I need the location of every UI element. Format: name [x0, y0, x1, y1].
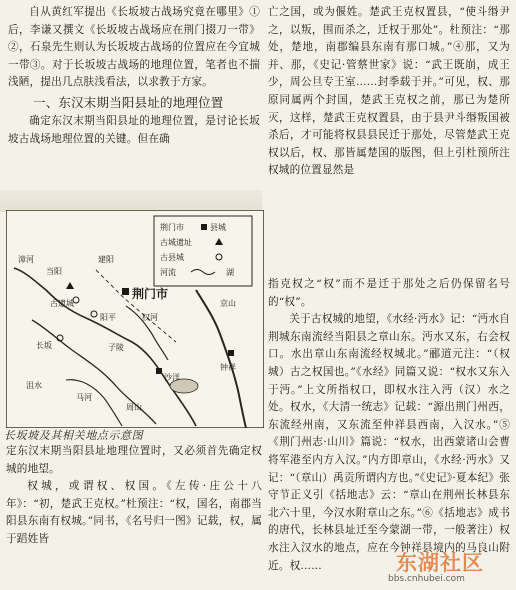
- shayang-symbol: [156, 368, 162, 374]
- label-jushui: 沮水: [26, 381, 42, 390]
- label-quanhe: 权河: [142, 313, 158, 322]
- section-heading: 一、东汉末期当阳县址的地理位置: [33, 94, 224, 110]
- legend-county: 县城: [210, 223, 226, 232]
- label-zhoushan: 周山: [126, 403, 142, 412]
- legend-lake: 湖: [226, 268, 234, 277]
- legend-city-symbol: [201, 224, 207, 230]
- map-figure: [6, 210, 264, 428]
- label-dangyang: 当阳: [46, 267, 62, 276]
- right-column-top: [268, 4, 510, 180]
- label-zhongxiang: 钟祥: [220, 363, 236, 372]
- label-zhanghe: 漳河: [18, 255, 34, 264]
- right-bottom-paragraph-2: 关于古权城的地望，《水经·沔水》记：“沔水自荆城东南流经当阳县之章山东。沔水又东，右会权口。水出章山东南流经权城北。”郦道元注：“（权城）古之权国也。”《水经》同篇又说：“权水又东入于沔。”上文所指权口，即权水注入沔（汉）水之处。权水，《大清一统志》记载：“源出荆门州西，东流经州南，又东流至仲祥县西南，入汉水。”⑤《荆门州志·山川》篇说：“权水，出西蒙诸山会曹将军港至内方入汉。”内方即章山，《水经·沔水》又记：“（章山）禹贡所谓内方也。”《史记》·夏本纪》张守节正义引《括地志》云：“章山在荆州长林县东北六十里，今汉水附章山之东。”⑥《括地志》成书的唐代，长林县址迁至今蒙湖一带，一般著注）权水注入汉水的地点，应在今钟祥县境内的马良山附近。权……: [268, 313, 510, 572]
- map-frame: [6, 210, 264, 428]
- label-mahe: 马河: [76, 393, 92, 402]
- left-bottom-paragraph-1: 定东汉末期当阳县址地理位置时，又必须首先确定权城的地望。: [6, 445, 262, 475]
- legend-jingmen: 荆门市: [160, 223, 184, 232]
- right-column-bottom: [268, 276, 510, 575]
- watermark-logo-text: 东湖社区: [396, 551, 484, 575]
- right-top-paragraph: 亡之国，或为偃姓。楚武王克权置县，“使斗缗尹之，以叛，围而杀之，迁权于那处”。杜预注：“那处，楚地，南郡编县东南有那口城。”④那，又为并、那，《史记·管蔡世家》说：“武王既崩，成王少，周公旦专王室……封季载于并。”可见，权、那原同属两个封国，楚武王克权之前，那已为楚所灭，这样，楚武王克权置县，由于县尹斗缗叛国被杀后，才可能将权县县民迁于那处，尽管楚武王克权以后，权、那皆属楚国的版图，但上引杜预所注权城的位置显然是: [268, 6, 510, 177]
- intro-paragraph: 自从黄红军提出《长坂坡古战场究竟在哪里》①后，李谦又撰文《长坂坡古战场应在荆门掇刀一带》②，石泉先生则认为长坂坡古战场的位置应在今宜城一带③。对于长坂坡古战场的地理位置，笔者也不揣浅陋，提出几点肤浅看法，以求教于方家。: [8, 6, 260, 89]
- label-changban: 长坂: [36, 341, 52, 350]
- page-fold-shadow: [0, 190, 262, 212]
- label-jianyang: 建阳: [98, 255, 114, 264]
- left-bottom-paragraph-2: 权城，或谓权、权国。《左传·庄公十八年》：“初，楚武王克权。”杜预注：“权，国名，南郡当阳县东南有权城。”同书，《名号归一图》记载，权，属于蹈姓皆: [6, 480, 262, 545]
- right-bottom-paragraph-1: 指克权之“权”而不是迁于那处之后仍保留名号的“权”。: [268, 278, 510, 308]
- label-jingshan: 京山: [220, 299, 236, 308]
- label-shayang: 沙洋: [164, 373, 180, 382]
- left-column-bottom: [6, 443, 262, 549]
- label-jingmen: 荆门市: [132, 287, 169, 301]
- legend-rivers: 河流: [160, 268, 176, 277]
- section-paragraph: 确定东汉末期当阳县址的地理位置，是讨论长坂坡古战场地理位置的关键。但在确: [8, 114, 260, 145]
- left-column-intro: [8, 4, 260, 148]
- map-svg: [6, 210, 264, 428]
- watermark-url: bbs.cnhubei.com: [388, 574, 465, 584]
- label-gulicheng: 古遗城: [50, 299, 74, 308]
- jingmen-city-symbol: [122, 288, 129, 295]
- label-ziling: 子陵: [108, 343, 124, 352]
- map-caption: 长坂坡及其相关地点示意图: [4, 429, 144, 442]
- legend-ancient-county: 古县城: [160, 253, 184, 262]
- label-yangping: 阳平: [100, 313, 116, 322]
- legend-ancient-site: 古城遗址: [160, 238, 192, 247]
- zhongxiang-symbol: [228, 350, 234, 356]
